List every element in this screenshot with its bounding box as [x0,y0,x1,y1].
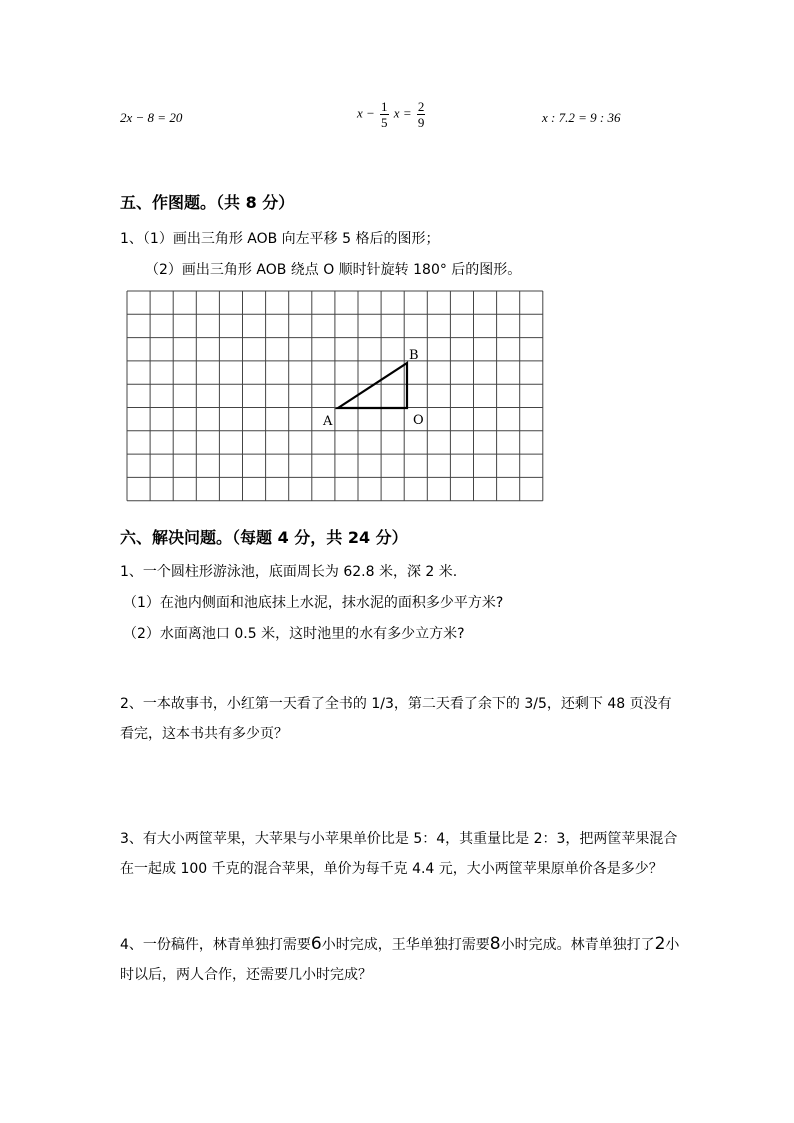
equation-3: x : 7.2 = 9 : 36 [542,110,621,125]
triangle-aob [338,363,407,408]
problem-1-part-2: （2）水面离池口 0.5 米，这时池里的水有多少立方米? [123,626,465,642]
problem-4 [120,929,680,990]
section-5-question-1: 1、（1）画出三角形 AOB 向左平移 5 格后的图形； [120,231,440,247]
equation-2-lhs: x − [357,105,375,121]
equation-2 [357,99,427,130]
problem-1-part-1: （1）在池内侧面和池底抹上水泥，抹水泥的面积多少平方米? [123,595,504,611]
problem-2: 2、一本故事书，小红第一天看了全书的 1/3，第二天看了余下的 3/5，还剩下 48 页没有看完，这本书共有多少页？ [120,696,672,742]
problem-4-number-2: 2 [654,934,666,954]
fraction-two-ninths [417,99,426,130]
problem-1: 1、一个圆柱形游泳池，底面周长为 62.8 米，深 2 米. [120,564,458,580]
problem-4-text-b: 小时完成，王华单独打需要 [321,937,490,953]
drawing-grid [120,285,555,507]
fraction-denominator: 9 [417,115,425,130]
problem-4-number-6: 6 [310,934,322,954]
fraction-numerator: 2 [417,99,425,114]
fraction-denominator: 5 [381,115,388,130]
section-6-heading: 六、解决问题。（每题 4 分，共 24 分） [120,528,408,547]
point-label-b: B [409,348,419,363]
section-5-question-2: （2）画出三角形 AOB 绕点 O 顺时针旋转 180° 后的图形。 [145,262,522,278]
fraction-numerator: 1 [381,99,388,114]
equation-1: 2x − 8 = 20 [120,110,183,125]
section-5-heading: 五、作图题。（共 8 分） [120,193,295,212]
fraction-one-fifth [380,99,389,130]
problem-4-text-c: 小时完成。林青单独打了 [500,937,655,953]
problem-3: 3、有大小两筐苹果，大苹果与小苹果单价比是 5：4，其重量比是 2：3，把两筐苹果混合在一起成 100 千克的混合苹果，单价为每千克 4.4 元，大小两筐苹果原单价各是多少？ [120,831,678,877]
equation-2-mid: x = [393,105,412,121]
problem-4-text-a: 4、一份稿件，林青单独打需要 [120,937,311,953]
problem-4-text-d: 小时以后，两人合作，还需要几小时完成？ [120,937,680,983]
problem-4-number-8: 8 [489,934,501,954]
point-label-a: A [323,414,333,429]
point-label-o: O [413,413,424,428]
